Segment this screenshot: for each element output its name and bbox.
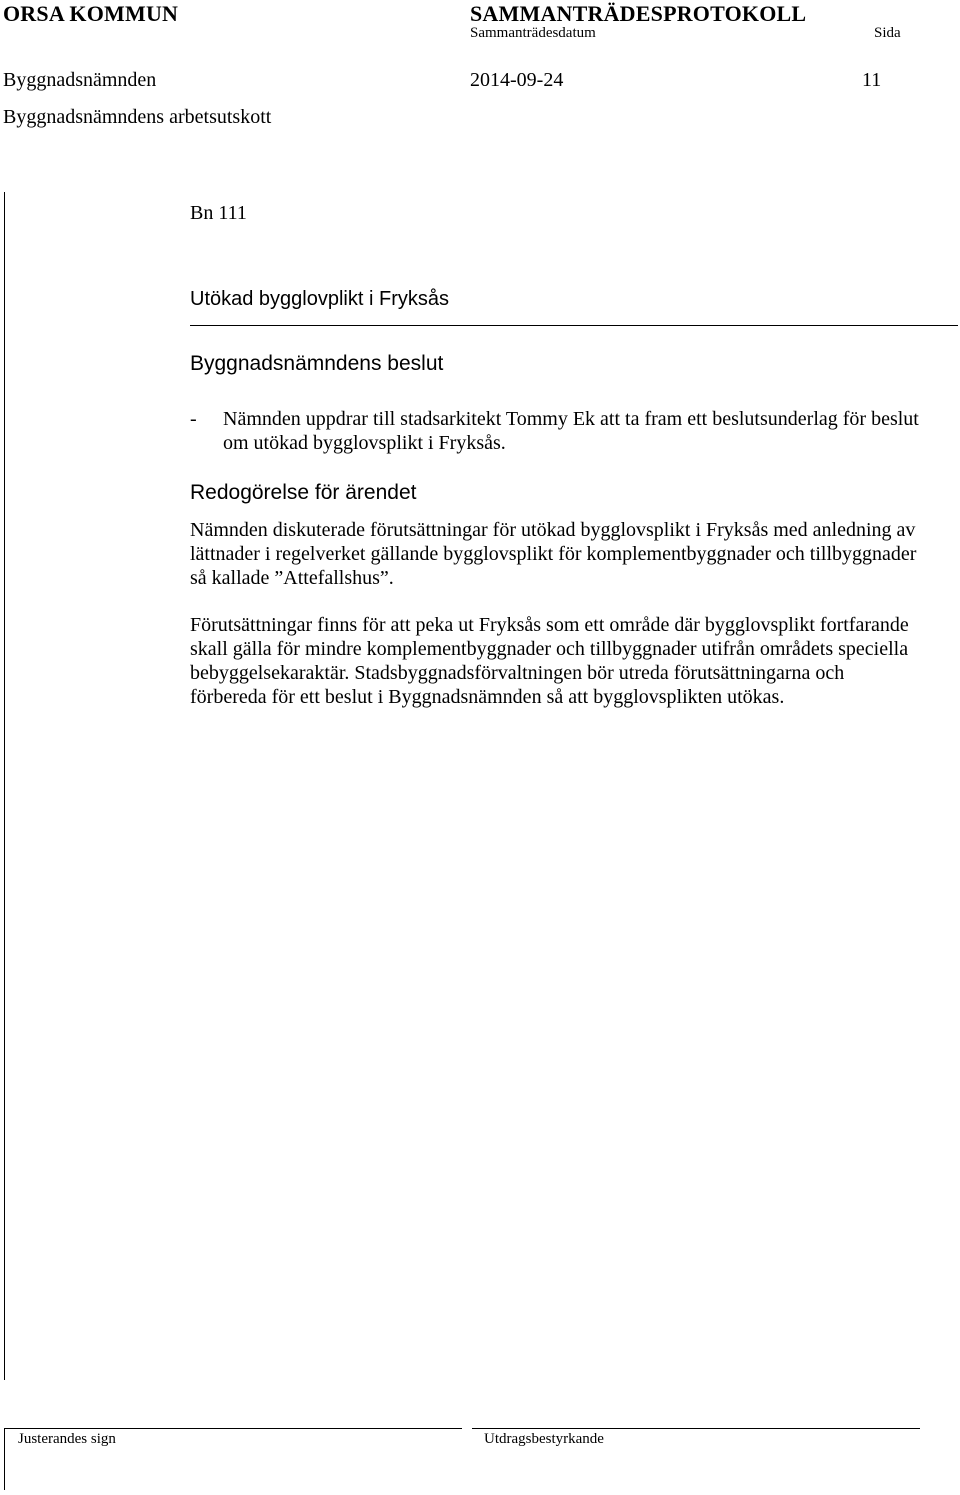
footer-rule-right bbox=[472, 1428, 920, 1429]
document-type: SAMMANTRÄDESPROTOKOLL bbox=[470, 1, 807, 26]
meeting-date: 2014-09-24 bbox=[470, 69, 564, 91]
committee-name: Byggnadsnämndens arbetsutskott bbox=[3, 106, 272, 128]
page-number: 11 bbox=[862, 69, 882, 91]
report-heading: Redogörelse för ärendet bbox=[190, 481, 417, 504]
title-divider bbox=[190, 325, 958, 326]
signature-label: Justerandes sign bbox=[18, 1431, 116, 1447]
report-paragraph-2 bbox=[190, 613, 960, 709]
decision-heading: Byggnadsnämndens beslut bbox=[190, 352, 444, 375]
paragraph-line: bebyggelsekaraktär. Stadsbyggnadsförvaltningen bör utreda förutsättningarna och bbox=[190, 662, 845, 684]
body-name: Byggnadsnämnden bbox=[3, 69, 157, 91]
paragraph-line: så kallade ”Attefallshus”. bbox=[190, 567, 394, 589]
page-label: Sida bbox=[874, 25, 901, 41]
footer-rule-left bbox=[4, 1428, 462, 1429]
section-id: Bn 111 bbox=[190, 202, 247, 224]
margin-line bbox=[4, 192, 5, 1380]
meeting-date-label: Sammanträdesdatum bbox=[470, 25, 596, 41]
organization-name: ORSA KOMMUN bbox=[3, 1, 179, 26]
paragraph-line: lättnader i regelverket gällande bygglovsplikt för komplementbyggnader och tillbyggnader bbox=[190, 543, 917, 565]
report-paragraph-1 bbox=[190, 518, 960, 590]
section-title: Utökad bygglovplikt i Fryksås bbox=[190, 288, 449, 310]
decision-dash: - bbox=[190, 408, 197, 430]
decision-text: Nämnden uppdrar till stadsarkitekt Tommy Ek att ta fram ett beslutsunderlag för beslut om utökad bygglovsplikt i Fryksås. bbox=[223, 408, 919, 454]
footer-margin-line bbox=[4, 1428, 5, 1490]
paragraph-line: förbereda för ett beslut i Byggnadsnämnden så att bygglovsplikten utökas. bbox=[190, 686, 785, 708]
paragraph-line: Nämnden diskuterade förutsättningar för utökad bygglovsplikt i Fryksås med anledning av bbox=[190, 519, 916, 541]
extract-label: Utdragsbestyrkande bbox=[484, 1431, 604, 1447]
paragraph-line: skall gälla för mindre komplementbyggnader och tillbyggnader utifrån områdets speciella bbox=[190, 638, 909, 660]
paragraph-line: Förutsättningar finns för att peka ut Fryksås som ett område där bygglovsplikt fortfarande bbox=[190, 614, 909, 636]
